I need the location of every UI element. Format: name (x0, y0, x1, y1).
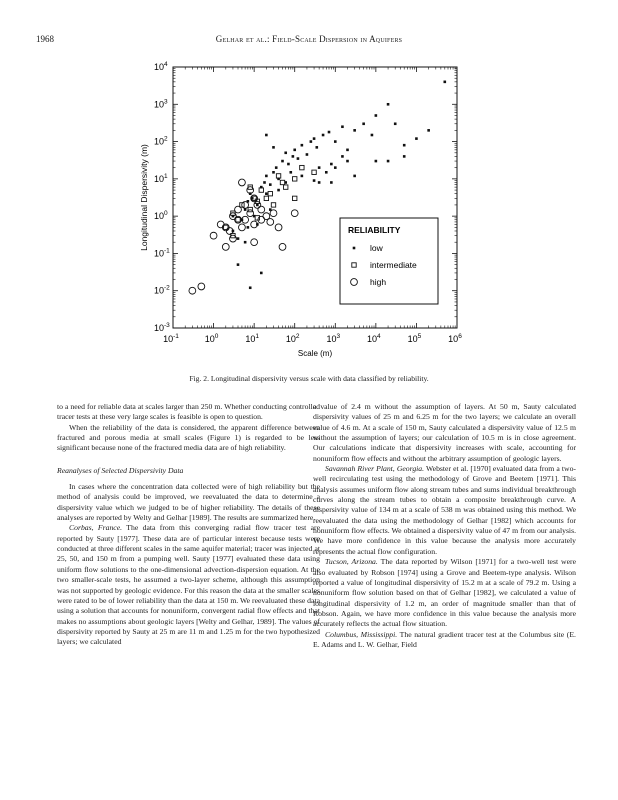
data-point-low (341, 155, 344, 158)
data-point-high (258, 206, 265, 213)
y-tick-exponent: -3 (164, 322, 170, 329)
data-point-low (260, 272, 263, 275)
paragraph: a value of 2.4 m without the assumption of layers. At 50 m, Sauty calculated dispersivity values of 25 m and 6.25 m for the two layers; we calculate an overall value of 4.6 m. At a scale of 150 m, Sauty calculated a dispersivity value of 12.5 m without the assumption of layers; our calculation of 10.5 m is in close agreement. Our calculations indicate that dispersivity increases with scale, accounting for nonuniform flow effects and without the arbitrary assumption of geologic layers. (313, 402, 576, 463)
x-tick-exponent: 5 (417, 333, 422, 340)
legend-label: intermediate (370, 260, 417, 270)
data-point-low (265, 175, 268, 178)
paragraph-text: The data reported by Wilson [1971] for a two-well test were also evaluated by Robson [1974] using a Grove and Beetem-type analysis. Wilson reported a value of longitudinal dispersivity of 15.2 m at a scale of 79.2 m. Using a nonuniform flow solution based on that of Gelhar [1982], we calculated a value of longitudinal dispersivity of 1.2 m, an order of magnitude smaller than that of Robson. Again, we have more confidence in this value because the analysis more accurately reflects the actual flow situation. (313, 557, 576, 629)
data-point-high (267, 219, 274, 226)
x-tick-exponent: 1 (255, 333, 259, 340)
paragraph: to a need for reliable data at scales larger than 250 m. Whether conducting controlled tracer tests at these very large scales is feasible is open to question. (57, 402, 320, 422)
data-point-low (275, 166, 278, 169)
x-tick-exponent: 2 (295, 333, 300, 340)
data-point-low (313, 137, 316, 140)
run-in-heading: Columbus, Mississippi. (325, 629, 398, 639)
y-tick-label: $10^1$ (154, 172, 168, 184)
data-point-high (189, 287, 196, 294)
data-point-low (322, 134, 325, 137)
figure-caption: Fig. 2. Longitudinal dispersivity versus scale with data classified by reliability. (189, 374, 429, 383)
legend-label: high (370, 277, 387, 287)
data-point-low (301, 175, 304, 178)
data-point-low (415, 137, 418, 140)
data-point-low (318, 166, 321, 169)
data-point-low (334, 166, 337, 169)
data-point-low (237, 237, 240, 240)
data-point-low (341, 125, 344, 128)
x-tick-label: $10^3$ (326, 333, 341, 344)
data-point-low (265, 134, 268, 137)
data-point-low (269, 183, 272, 186)
data-point-low (330, 181, 333, 184)
y-tick-exponent: 3 (164, 98, 168, 106)
data-point-high (279, 243, 286, 250)
data-point-high (291, 210, 298, 217)
data-point-low (292, 155, 295, 158)
data-point-low (284, 151, 287, 154)
paragraph (313, 630, 576, 651)
page-number: 1968 (36, 34, 54, 44)
data-point-high (239, 179, 246, 186)
y-tick-exponent: 4 (164, 61, 168, 68)
data-point-low (325, 171, 328, 174)
data-point-low (263, 181, 266, 184)
data-point-high (198, 283, 205, 290)
data-point-low (443, 81, 446, 84)
data-point-low (403, 144, 406, 147)
data-point-high (251, 239, 258, 246)
data-point-low (394, 122, 397, 125)
data-point-low (306, 153, 309, 156)
y-tick-label: $10^2$ (154, 135, 168, 147)
x-tick-label: $10^{-1}$ (163, 333, 179, 344)
data-point-low (272, 146, 275, 149)
x-tick-label: $10^6$ (448, 333, 462, 344)
data-point-low (375, 160, 378, 163)
data-point-low (353, 175, 356, 178)
y-tick-label: $10^{-2}$ (154, 284, 170, 296)
data-point-low (249, 286, 252, 289)
paragraph (313, 557, 576, 629)
data-point-intermediate (293, 177, 297, 181)
data-point-low (297, 157, 300, 160)
data-point-intermediate (300, 165, 304, 169)
running-head (0, 34, 618, 48)
data-point-intermediate (259, 188, 263, 192)
data-point-low (281, 160, 284, 163)
x-tick-exponent: 4 (377, 333, 381, 340)
data-point-low (346, 160, 349, 163)
data-point-low (328, 131, 331, 134)
section-heading: Reanalyses of Selected Dispersivity Data (57, 465, 184, 475)
data-point-low (427, 129, 430, 132)
y-axis-label: Longitudinal Dispersivity (m) (139, 144, 149, 251)
y-tick-label: $10^0$ (154, 210, 168, 222)
data-point-low (310, 140, 313, 143)
running-title: Gelhar et al.: Field-Scale Dispersion in Aquifers (215, 34, 403, 44)
y-tick-exponent: -1 (164, 247, 170, 255)
data-point-intermediate (312, 170, 316, 174)
data-point-low (375, 114, 378, 117)
data-point-low (287, 163, 290, 166)
data-point-low (301, 144, 304, 147)
data-point-high (242, 202, 249, 209)
y-tick-exponent: 0 (164, 210, 168, 218)
data-point-intermediate (280, 180, 284, 184)
paragraph-text: The natural gradient tracer test at the Columbus site (E. E. Adams and L. W. Gelhar, Field (313, 629, 576, 649)
y-tick-label: $10^4$ (154, 61, 168, 72)
data-point-low (353, 129, 356, 132)
run-in-heading: Corbas, France. (69, 523, 123, 533)
data-point-high (210, 232, 217, 239)
data-point-low (277, 189, 280, 192)
data-point-low (315, 146, 318, 149)
data-point-low (371, 134, 374, 137)
y-tick-exponent: -2 (164, 284, 170, 292)
data-point-low (334, 140, 337, 143)
left-column (57, 402, 320, 648)
data-point-low (318, 181, 321, 184)
data-point-intermediate (236, 218, 240, 222)
data-point-intermediate (284, 185, 288, 189)
x-tick-exponent: 6 (458, 333, 462, 340)
data-point-high (235, 206, 242, 213)
data-point-intermediate (293, 196, 297, 200)
data-point-intermediate (271, 203, 275, 207)
data-point-low (387, 160, 390, 163)
legend (340, 218, 438, 304)
dispersivity-scatter-chart (130, 55, 470, 385)
data-point-low (237, 263, 240, 266)
x-tick-exponent: 0 (214, 333, 219, 340)
data-point-high (222, 243, 229, 250)
data-point-low (247, 226, 250, 229)
x-axis-label: Scale (m) (297, 349, 333, 358)
data-point-low (403, 155, 406, 158)
data-point-low (244, 241, 247, 244)
paragraph (57, 523, 320, 647)
x-tick-exponent: 3 (336, 333, 341, 340)
legend-title: RELIABILITY (348, 225, 401, 235)
paragraph-text: Webster et al. [1970] evaluated data from a two-well recirculating test using the methodology of Grove and Beetem [1971]. This analysis assumes uniform flow along stream tubes and sums individual breakthrough curves along the stream tubes to obtain a composite breakthrough curve. A dispersivity value of 134 m at a scale of 538 m was obtained using this method. We reevaluated the data using the methodology of Gelhar [1982] which accounts for nonuniform flow effects. We obtained a dispersivity value of 47 m from our analysis. We have more confidence in this value because the analysis more accurately represents the actual flow configuration. (313, 464, 576, 556)
data-point-low (293, 149, 296, 152)
data-point-high (239, 224, 246, 231)
data-point-high (217, 221, 224, 228)
data-point-high (230, 235, 237, 242)
y-tick-label: $10^3$ (154, 98, 168, 110)
data-point-low (346, 149, 349, 152)
legend-marker-low (353, 247, 356, 250)
run-in-heading: Savannah River Plant, Georgia. (325, 464, 425, 474)
paragraph (313, 464, 576, 557)
data-point-low (265, 192, 268, 195)
y-tick-exponent: 1 (164, 172, 168, 180)
legend-label: low (370, 243, 383, 253)
data-point-low (362, 122, 365, 125)
x-tick-label: $10^2$ (285, 333, 300, 344)
data-point-high (247, 210, 254, 217)
paragraph: When the reliability of the data is considered, the apparent difference between fractured and porous media at small scales (Figure 1) is regarded to be less significant because none of the fractured media data are of high reliability. (57, 422, 320, 453)
x-tick-label: $10^1$ (245, 333, 259, 344)
x-tick-label: $10^5$ (407, 333, 422, 344)
x-tick-exponent: -1 (173, 333, 179, 340)
x-tick-label: $10^4$ (367, 333, 381, 344)
data-point-high (275, 224, 282, 231)
paragraph: In cases where the concentration data collected were of high reliability but the method of analysis could be improved, we reevaluated the data to determine a dispersivity value which we judged to be of higher reliability. The details of these analyses are reported by Welty and Gelhar [1989]. The results are summarized here. (57, 482, 320, 523)
right-column (313, 402, 576, 650)
data-point-intermediate (276, 174, 280, 178)
data-point-intermediate (268, 191, 272, 195)
x-tick-label: $10^0$ (204, 333, 219, 344)
data-point-high (270, 210, 277, 217)
run-in-heading: Tucson, Arizona. (325, 557, 378, 567)
data-point-low (256, 204, 259, 207)
data-point-low (289, 171, 292, 174)
data-point-low (272, 171, 275, 174)
paragraph-text: The data from this converging radial flow tracer test are reported by Sauty [1977]. These data are of particular interest because tests were conducted at three different scales in the same aquifer material; tracer was injected at 25, 50, and 150 m from a pumping well. Sauty [1977] evaluated these data using uniform flow solutions to the one-dimensional advection-dispersion equation. At the two smaller-scale tests, he assumed a two-layer scheme, although this assumption was not supported by geologic evidence. For this reason the data at the smaller scales were rated to be of lower reliability than the data at 150 m. We reevaluated these data using a solution that accounts for nonuniform, convergent radial flow effects and that makes no assumptions about geologic layers [Welty and Gelhar, 1989]. The values of dispersivity reported by Sauty at 25 m are 11 m and 1.25 m for the two hypothesized layers; we calculated (57, 523, 320, 647)
data-point-low (387, 103, 390, 106)
data-point-low (313, 179, 316, 182)
y-tick-label: $10^{-3}$ (154, 322, 170, 333)
y-tick-label: $10^{-1}$ (154, 247, 170, 259)
data-point-low (330, 163, 333, 166)
data-point-intermediate (264, 196, 268, 200)
y-tick-exponent: 2 (164, 135, 168, 143)
